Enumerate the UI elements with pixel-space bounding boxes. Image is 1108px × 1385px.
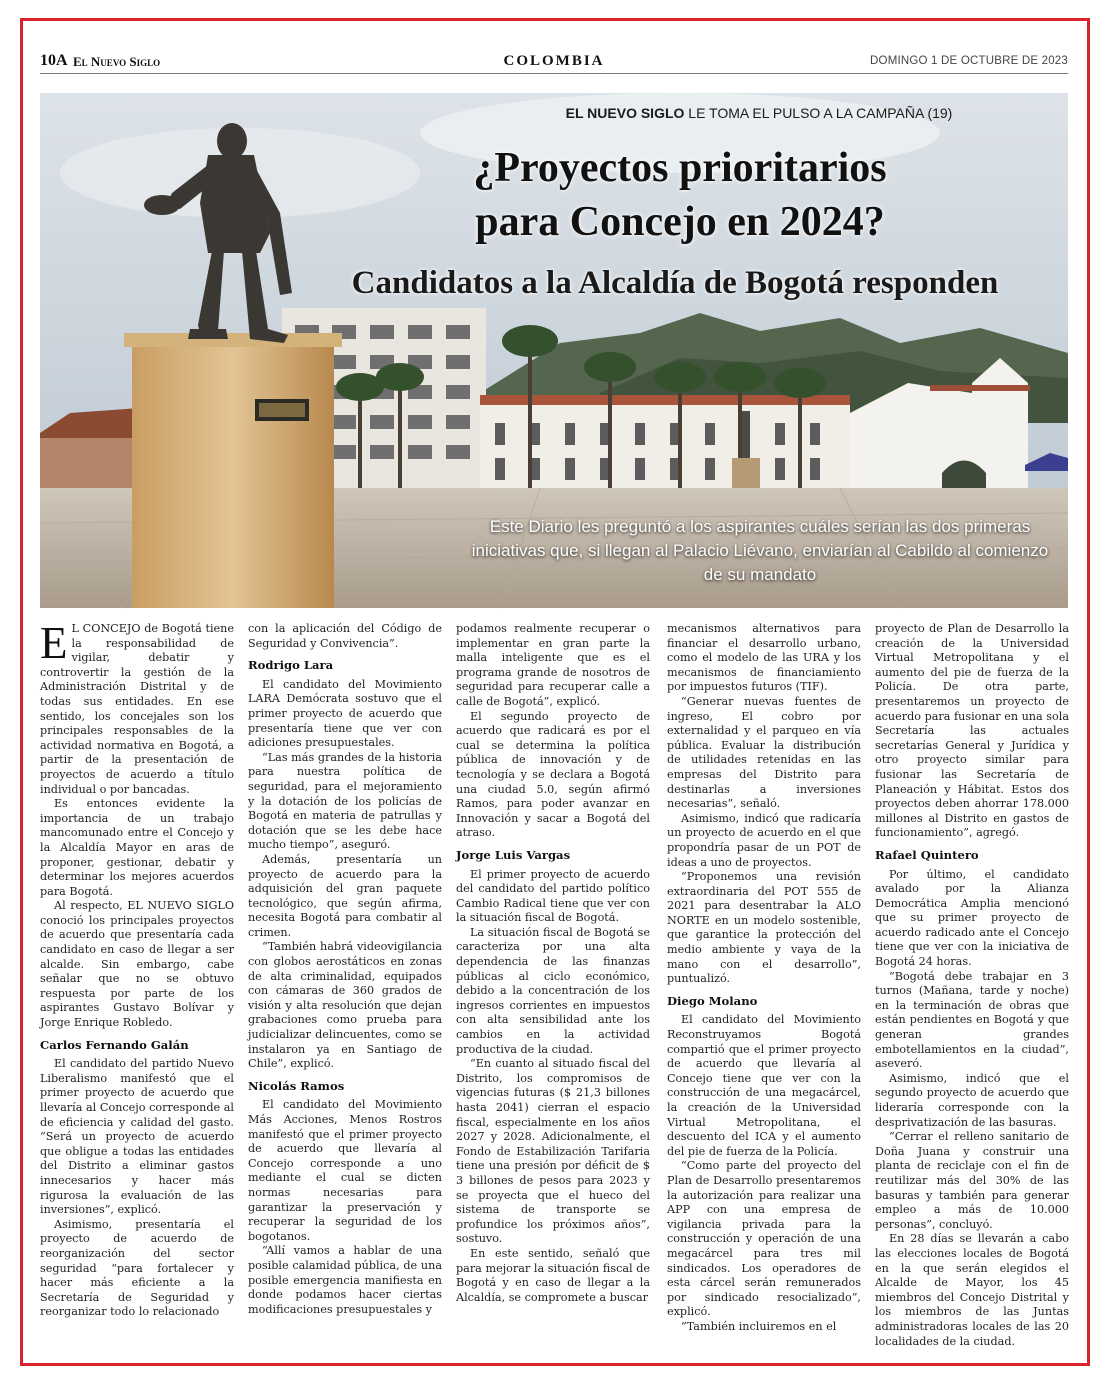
paragraph: Asimismo, presentaría el proyecto de acuerdo de reorganización del sector seguridad “para fortalecer y hacer más eficiente a la Secretaría de Seguridad y reorganizar todo lo relacionado bbox=[40, 1217, 234, 1319]
paragraph: Al respecto, EL NUEVO SIGLO conoció los principales proyectos de acuerdo que presentaría cada candidato en caso de llegar a ser alcalde. Sin embargo, cabe señalar que no se obtuvo respuesta por parte de los aspirantes Gustavo Bolívar y Jorge Enrique Robledo. bbox=[40, 899, 234, 1030]
paragraph: Es entonces evidente la importancia de un trabajo mancomunado entre el Concejo y la Alcaldía Mayor en aras de proponer, gestionar, debatir y determinar los mejores acuerdos para Bogotá. bbox=[40, 797, 234, 898]
newspaper-name: El Nuevo Siglo bbox=[73, 54, 161, 69]
paragraph: La situación fiscal de Bogotá se caracteriza por una alta dependencia de las finanzas públicas al ciclo económico, debido a la concentración de los ingresos corrientes en impuestos con alta sensibilidad ante los cambios en la actividad productiva de la ciudad. bbox=[456, 925, 650, 1056]
issue-date: DOMINGO 1 DE OCTUBRE DE 2023 bbox=[870, 55, 1068, 67]
headline-line-2: para Concejo en 2024? bbox=[475, 199, 885, 245]
column-4 bbox=[667, 622, 861, 1332]
masthead bbox=[40, 52, 1068, 74]
paragraph: En 28 días se llevarán a cabo las elecciones locales de Bogotá en la que serán elegidos el Alcalde de Mayor, los 45 miembros del Concejo Distrital y los miembros de las Juntas administradoras locales de las 20 localidades de la ciudad. bbox=[875, 1232, 1069, 1348]
candidate-heading: Carlos Fernando Galán bbox=[40, 1037, 189, 1052]
paragraph: “Cerrar el relleno sanitario de Doña Juana y construir una planta de reciclaje con el fin de reutilizar más del 30% de las basuras y también para generar empleo a más de 10.000 personas”, concluyó. bbox=[875, 1130, 1069, 1231]
paragraph: Asimismo, indicó que radicaría un proyecto de acuerdo en el que propondría pasar de un POT de ideas a uno de proyectos. bbox=[667, 811, 861, 869]
column-3 bbox=[456, 622, 650, 1332]
page-number: 10A bbox=[40, 52, 68, 69]
kicker bbox=[40, 105, 1068, 121]
kicker-text: LE TOMA EL PULSO A LA CAMPAÑA (19) bbox=[684, 105, 953, 121]
paragraph: con la aplicación del Código de Seguridad y Convivencia”. bbox=[248, 622, 442, 650]
subheadline: Candidatos a la Alcaldía de Bogotá responden bbox=[351, 265, 999, 301]
drop-cap: E bbox=[40, 618, 68, 668]
column-5 bbox=[875, 622, 1069, 1348]
paragraph: El segundo proyecto de acuerdo que radicará es por el cual se determina la política pública de innovación y de tecnología y se declara a Bogotá una ciudad 5.0, según afirmó Ramos, para poder avanzar en Innovación y sacar a Bogotá del atraso. bbox=[456, 709, 650, 840]
paragraph: “También incluiremos en el bbox=[681, 1319, 837, 1333]
candidate-heading: Diego Molano bbox=[667, 993, 758, 1008]
paragraph: “Allí vamos a hablar de una posible calamidad pública, de una posible emergencia manifiesta en donde podamos hacer ciertas modificaciones presupuestales y bbox=[248, 1244, 442, 1316]
paragraph: “En cuanto al situado fiscal del Distrito, los compromisos de vigencias futuras ($ 21,3 billones hasta 2041) cierran el espacio fiscal, especialmente en los años 2027 y 2028. Adicionalmente, el Fondo de Estabilización Tarifaria tiene una presión por déficit de $ 3 billones de pesos para 2023 y se proyecta que el hueco del sistema de transporte se profundice los próximos años”, sostuvo. bbox=[456, 1057, 650, 1246]
lead-paragraph bbox=[40, 618, 234, 797]
headline-line-1: ¿Proyectos prioritarios bbox=[473, 145, 887, 191]
paragraph: “Generar nuevas fuentes de ingreso, El cobro por externalidad y el parqueo en vía pública. Evaluar la distribución de utilidades retenidas en las empresas del Distrito para destinarlas a inversiones necesarias”, señaló. bbox=[667, 694, 861, 811]
paragraph: En este sentido, señaló que para mejorar la situación fiscal de Bogotá y en caso de llegar a la Alcaldía, se compromete a buscar bbox=[456, 1246, 650, 1304]
paragraph: El candidato del partido Nuevo Liberalismo manifestó que el primer proyecto de acuerdo que llevaría al Concejo corresponde al de eficiencia y calidad del gasto. “Será un proyecto de acuerdo que obligue a todas las entidades del Distrito a eliminar gastos innecesarios y hacer más rigurosa la evaluación de las inversiones”, explicó. bbox=[40, 1057, 234, 1217]
paragraph: El candidato del Movimiento Reconstruyamos Bogotá compartió que el primer proyecto de acuerdo que llevaría al Concejo tiene que ver con la construcción de una megacárcel, la creación de la Universidad Virtual Metropolitana, el descuento del ICA y el aumento del pie de fuerza de la Policía. bbox=[667, 1013, 861, 1158]
paragraph: “También habrá videovigilancia con globos aerostáticos en zonas de alta criminalidad, equipados con cámaras de 360 grados de visión y alta resolución que dejan grabaciones como prueba para judicializar delincuentes, como se instalaron ya en Santiago de Chile”, explicó. bbox=[248, 940, 442, 1071]
kicker-brand: EL NUEVO SIGLO bbox=[565, 105, 685, 121]
paragraph: “Proponemos una revisión extraordinaria del POT 555 de 2021 para desentrabar la ALO NORTE en un modelo sostenible, que garantice la protección del medio ambiente y vaya de la mano con el desarrollo”, puntualizó. bbox=[667, 870, 861, 986]
paragraph: “Las más grandes de la historia para nuestra política de seguridad, para el mejoramiento y la dotación de los policías de Bogotá en materia de patrullas y dotación que se les debe hace mucho tiempo”, aseguró. bbox=[248, 750, 442, 852]
column-2 bbox=[248, 622, 442, 1332]
paragraph: Por último, el candidato avalado por la Alianza Democrática Amplia mencionó que su primer proyecto de acuerdo radicado ante el Concejo tiene que ver con la iniciativa de Bogotá 24 horas. bbox=[875, 867, 1069, 969]
column-1 bbox=[40, 618, 234, 1332]
photo-dek: Este Diario les preguntó a los aspirantes cuáles serían las dos primeras iniciativas que, si llegan al Palacio Liévano, enviarían al Cabildo al comienzo de su mandato bbox=[471, 517, 1049, 584]
paragraph: El primer proyecto de acuerdo del candidato del partido político Cambio Radical tiene que ver con la situación fiscal de Bogotá. bbox=[456, 867, 650, 925]
headline bbox=[420, 141, 940, 249]
lead-text: L CONCEJO de Bogotá tiene la responsabilidad de vigilar, debatir y controvertir la gestión de la Administración Distrital y de todas sus entidades. En ese sentido, los concejales son los principales responsables de la actividad normativa en Bogotá, a partir de la presentación de proyectos de acuerdo a título individual o por bancadas. bbox=[40, 622, 234, 796]
paragraph: Asimismo, indicó que el segundo proyecto de acuerdo que lideraría corresponde con la desprivatización de las basuras. bbox=[875, 1071, 1069, 1129]
paragraph: “Como parte del proyecto del Plan de Desarrollo presentaremos la autorización para realizar una APP con una empresa de vigilancia privada para la construcción y operación de una megacárcel para tres mil sindicados. Los operadores de esta cárcel serán remunerados por sindicado resocializado”, explicó. bbox=[667, 1159, 861, 1319]
paragraph: Además, presentaría un proyecto de acuerdo para la adquisición del gran paquete tecnológico, que según afirma, necesita Bogotá para combatir al crimen. bbox=[248, 852, 442, 939]
candidate-heading: Jorge Luis Vargas bbox=[456, 847, 571, 862]
candidate-heading: Rodrigo Lara bbox=[248, 658, 334, 673]
candidate-heading: Nicolás Ramos bbox=[248, 1078, 345, 1093]
candidate-heading: Rafael Quintero bbox=[875, 847, 979, 862]
paragraph: mecanismos alternativos para financiar el desarrollo urbano, como el modelo de las URA y los mecanismos de financiamiento por impuestos futuros (TIF). bbox=[667, 622, 861, 694]
hero-photo bbox=[40, 93, 1068, 608]
paragraph: “Bogotá debe trabajar en 3 turnos (Mañana, tarde y noche) en la terminación de obras que están pendientes en Bogotá y que generan grandes embotellamientos en la ciudad”, aseveró. bbox=[875, 969, 1069, 1071]
section-name: COLOMBIA bbox=[503, 53, 605, 69]
paragraph: proyecto de Plan de Desarrollo la creación de la Universidad Virtual Metropolitana y el aumento del pie de fuerza de la Policía. De otra parte, presentaremos un proyecto de acuerdo para fusionar en una sola Secretaría las actuales secretarías General y Jurídica y otro proyecto similar para fusionar las Secretaría de Planeación y Hábitat. Estos dos proyectos deben ahorrar 178.000 millones al Distrito en gastos de funcionamiento”, agregó. bbox=[875, 622, 1069, 840]
paragraph: El candidato del Movimiento LARA Demócrata sostuvo que el primer proyecto de acuerdo que presentaría tiene que ver con adiciones presupuestales. bbox=[248, 677, 442, 750]
paragraph: podamos realmente recuperar o implementar en gran parte la malla inteligente que es el programa grande de nosotros de seguridad para recuperar calle a calle de Bogotá”, explicó. bbox=[456, 622, 650, 708]
paragraph: El candidato del Movimiento Más Acciones, Menos Rostros manifestó que el primer proyecto de acuerdo que llevaría al Concejo corresponde a uno mediante el cual se dicten normas necesarias para garantizar la preservación y recuperar la seguridad de los bogotanos. bbox=[248, 1098, 442, 1243]
